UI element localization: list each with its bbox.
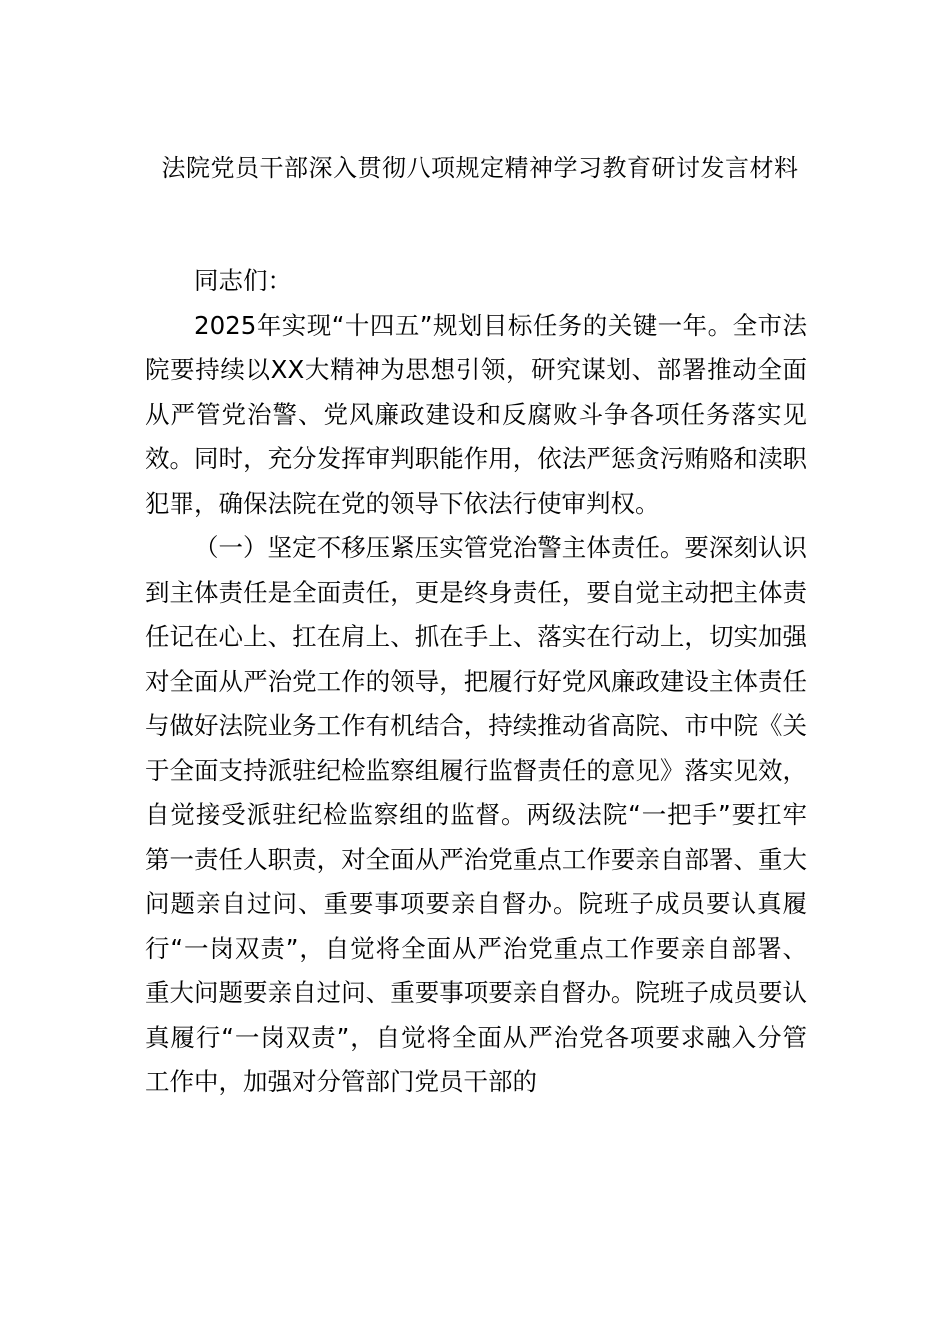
paragraph-section-one: （一）坚定不移压紧压实管党治警主体责任。要深刻认识到主体责任是全面责任，更是终身责任，要自觉主动把主体责任记在心上、扛在肩上、抓在手上、落实在行动上，切实加强对全面从严治党工作的领导，把履行好党风廉政建设主体责任与做好法院业务工作有机结合，持续推动省高院、市中院《关于全面支持派驻纪检监察组履行监督责任的意见》落实见效，自觉接受派驻纪检监察组的监督。两级法院“一把手”要扛牢第一责任人职责，对全面从严治党重点工作要亲自部署、重大问题亲自过问、重要事项要亲自督办。院班子成员要认真履行“一岗双责”，自觉将全面从严治党重点工作要亲自部署、重大问题要亲自过问、重要事项要亲自督办。院班子成员要认真履行“一岗双责”，自觉将全面从严治党各项要求融入分管工作中，加强对分管部门党员干部的 [145,533,807,1096]
paragraph-intro: 2025年实现“十四五”规划目标任务的关键一年。全市法院要持续以XX大精神为思想引领，研究谋划、部署推动全面从严管党治警、党风廉政建设和反腐败斗争各项任务落实见效。同时，充分发挥审判职能作用，依法严惩贪污贿赂和渎职犯罪，确保法院在党的领导下依法行使审判权。 [145,310,807,518]
document-title: 法院党员干部深入贯彻八项规定精神学习教育研讨发言材料 [161,154,799,182]
salutation: 同志们： [194,266,292,295]
document-body [145,259,807,1105]
